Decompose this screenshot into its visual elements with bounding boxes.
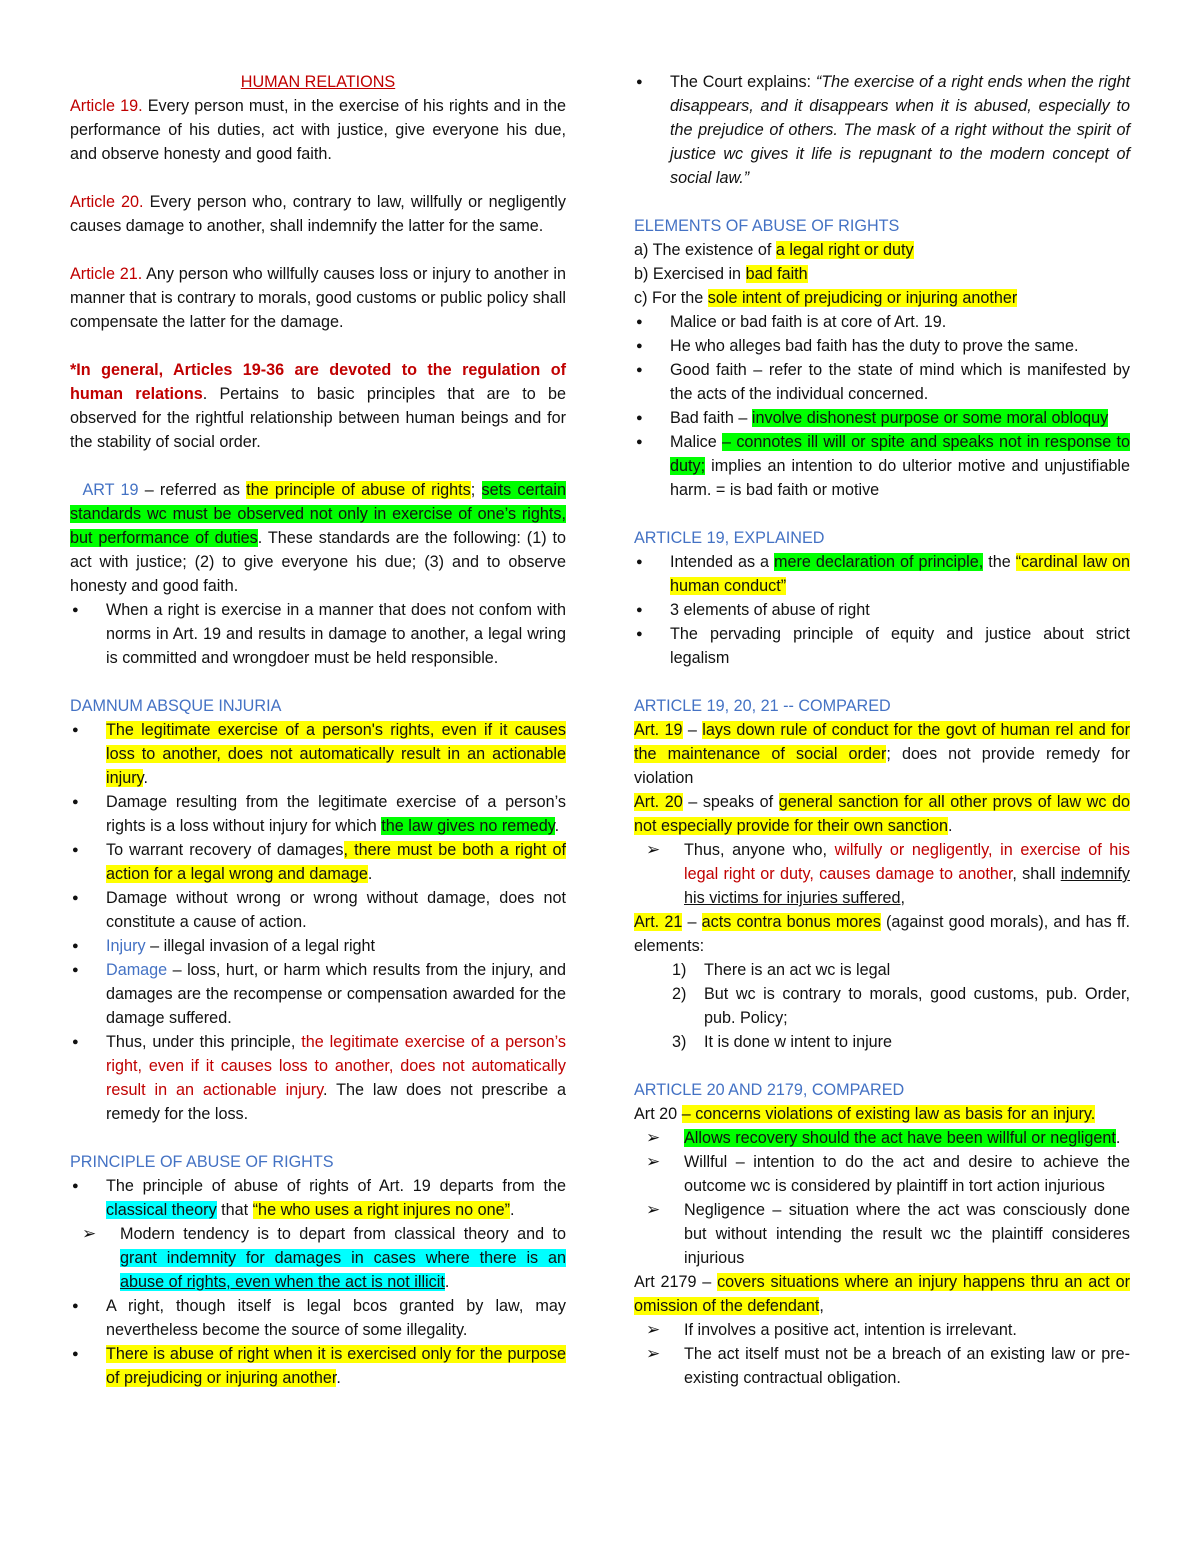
elements-heading: ELEMENTS OF ABUSE OF RIGHTS — [634, 217, 900, 235]
explained-heading: ARTICLE 19, EXPLAINED — [634, 529, 825, 547]
list-item: ● Intended as a mere declaration of principle, the “cardinal law on human conduct” — [634, 550, 1130, 598]
article-21-label: Article 21. — [70, 265, 143, 283]
damnum-list — [70, 718, 566, 1126]
court-list — [634, 70, 1130, 190]
abuse-heading: PRINCIPLE OF ABUSE OF RIGHTS — [70, 1153, 334, 1171]
list-item: ● 3 elements of abuse of right — [634, 598, 1130, 622]
compare-art-19: Art. 19 – lays down rule of conduct for the govt of human rel and for the maintenance of social order; does not provide remedy for violation — [634, 721, 1130, 787]
list-item: ➢ Allows recovery should the act have been willful or negligent. — [634, 1126, 1130, 1150]
list-item: ● Malice – connotes ill will or spite and speaks not in response to duty; implies an intention to do ulterior motive and unjustifiable harm. = is bad faith or motive — [634, 430, 1130, 502]
list-item: ● The pervading principle of equity and justice about strict legalism — [634, 622, 1130, 670]
list-item: ● The legitimate exercise of a person's rights, even if it causes loss to another, does not automatically result in an actionable injury. — [70, 718, 566, 790]
list-item: ● Malice or bad faith is at core of Art. 19. — [634, 310, 1130, 334]
art-21-elements — [634, 958, 1130, 1054]
list-item: ● The principle of abuse of rights of Art. 19 departs from the classical theory that “he who uses a right injures no one”. — [70, 1174, 566, 1222]
list-item: ● Thus, under this principle, the legitimate exercise of a person’s right, even if it causes loss to another, does not automatically result in an actionable injury. The law does not prescribe a remedy for the loss. — [70, 1030, 566, 1126]
art-20-2179-heading: ARTICLE 20 AND 2179, COMPARED — [634, 1081, 905, 1099]
damnum-heading: DAMNUM ABSQUE INJURIA — [70, 697, 282, 715]
compare-art-20-list — [634, 838, 1130, 910]
list-item: ➢ Willful – intention to do the act and desire to achieve the outcome wc is considered by plaintiff in tort action injurious — [634, 1150, 1130, 1198]
right-column — [634, 70, 1130, 1390]
article-19-paragraph: Article 19. Every person must, in the exercise of his rights and in the performance of his duties, act with justice, give everyone his due, and observe honesty and good faith. — [70, 97, 566, 163]
general-paragraph: *In general, Articles 19-36 are devoted to the regulation of human relations. Pertains to basic principles that are to be observed for the rightful relationship between human beings and for the stability of social order. — [70, 361, 567, 451]
list-item: 1) There is an act wc is legal — [672, 961, 891, 979]
list-item: ● The Court explains: “The exercise of a right ends when the right disappears, and it disappears when it is abused, especially to the prejudice of others. The mask of a right without the spirit of justice wc gives it life is repugnant to the modern concept of social law.” — [634, 70, 1130, 190]
list-item: ➢ The act itself must not be a breach of an existing law or pre-existing contractual obligation. — [634, 1342, 1130, 1390]
compared-heading: ARTICLE 19, 20, 21 -- COMPARED — [634, 697, 891, 715]
article-19-label: Article 19. — [70, 97, 143, 115]
compare-art-20: Art. 20 – speaks of general sanction for all other provs of law wc do not especially provide for their own sanction. — [634, 793, 1130, 835]
art-2179-line: Art 2179 – covers situations where an injury happens thru an act or omission of the defendant, — [634, 1273, 1130, 1315]
abuse-list — [70, 1174, 566, 1390]
list-item: ➢ Thus, anyone who, wilfully or negligently, in exercise of his legal right or duty, causes damage to another, shall indemnify his victims for injuries suffered, — [634, 838, 1130, 910]
list-item: ● He who alleges bad faith has the duty to prove the same. — [634, 334, 1130, 358]
art-20-list — [634, 1126, 1130, 1270]
compare-art-21: Art. 21 – acts contra bonus mores (against good morals), and has ff. elements: — [634, 913, 1131, 955]
list-item: ● Injury – illegal invasion of a legal right — [70, 934, 566, 958]
art-19-summary: ART 19 – referred as the principle of abuse of rights; sets certain standards wc must be observed not only in exercise of one’s rights, but performance of duties. These standards are the following: (1) to act with justice; (2) to give everyone his due; (3) and to observe honesty and good faith. — [70, 481, 567, 595]
list-item: ➢ Modern tendency is to depart from classical theory and to grant indemnity for damages in cases where there is an abuse of rights, even when the act is not illicit. — [70, 1222, 566, 1294]
list-item: ● Bad faith – involve dishonest purpose or some moral obloquy — [634, 406, 1130, 430]
element-b: b) Exercised in bad faith — [634, 265, 808, 283]
list-item: ➢ If involves a positive act, intention is irrelevant. — [634, 1318, 1130, 1342]
art-19-bullets — [70, 598, 566, 670]
art-2179-list — [634, 1318, 1130, 1390]
list-item: 2) But wc is contrary to morals, good customs, pub. Order, pub. Policy; — [672, 985, 1130, 1027]
article-21-paragraph: Article 21. Any person who willfully causes loss or injury to another in manner that is contrary to morals, good customs or public policy shall compensate the latter for the damage. — [70, 265, 566, 331]
list-item: ● Damage – loss, hurt, or harm which results from the injury, and damages are the recompense or compensation awarded for the damage suffered. — [70, 958, 566, 1030]
list-item: ● Damage resulting from the legitimate exercise of a person’s rights is a loss without injury for which the law gives no remedy. — [70, 790, 566, 838]
left-column — [70, 70, 566, 1390]
list-item: ● There is abuse of right when it is exercised only for the purpose of prejudicing or injuring another. — [70, 1342, 566, 1390]
list-item: 3) It is done w intent to injure — [672, 1033, 893, 1051]
page-title: HUMAN RELATIONS — [240, 73, 396, 91]
art-20-line: Art 20 – concerns violations of existing law as basis for an injury. — [634, 1105, 1096, 1123]
explained-list — [634, 550, 1130, 670]
elements-list — [634, 310, 1130, 502]
list-item: ● A right, though itself is legal bcos granted by law, may nevertheless become the source of some illegality. — [70, 1294, 566, 1342]
element-a: a) The existence of a legal right or duty — [634, 241, 914, 259]
article-20-paragraph: Article 20. Every person who, contrary to law, willfully or negligently causes damage to another, shall indemnify the latter for the same. — [70, 193, 566, 235]
art-19-lead: ART 19 — [82, 481, 139, 499]
list-item: ● To warrant recovery of damages, there must be both a right of action for a legal wrong and damage. — [70, 838, 566, 886]
list-item: ● Damage without wrong or wrong without damage, does not constitute a cause of action. — [70, 886, 566, 934]
list-item: ➢ Negligence – situation where the act was consciously done but without intending the result wc the plaintiff consideres injurious — [634, 1198, 1130, 1270]
article-20-label: Article 20. — [70, 193, 144, 211]
list-item: ● Good faith – refer to the state of mind which is manifested by the acts of the individual concerned. — [634, 358, 1130, 406]
list-item: ● When a right is exercise in a manner that does not confom with norms in Art. 19 and results in damage to another, a legal wring is committed and wrongdoer must be held responsible. — [70, 598, 566, 670]
element-c: c) For the sole intent of prejudicing or injuring another — [634, 289, 1018, 307]
